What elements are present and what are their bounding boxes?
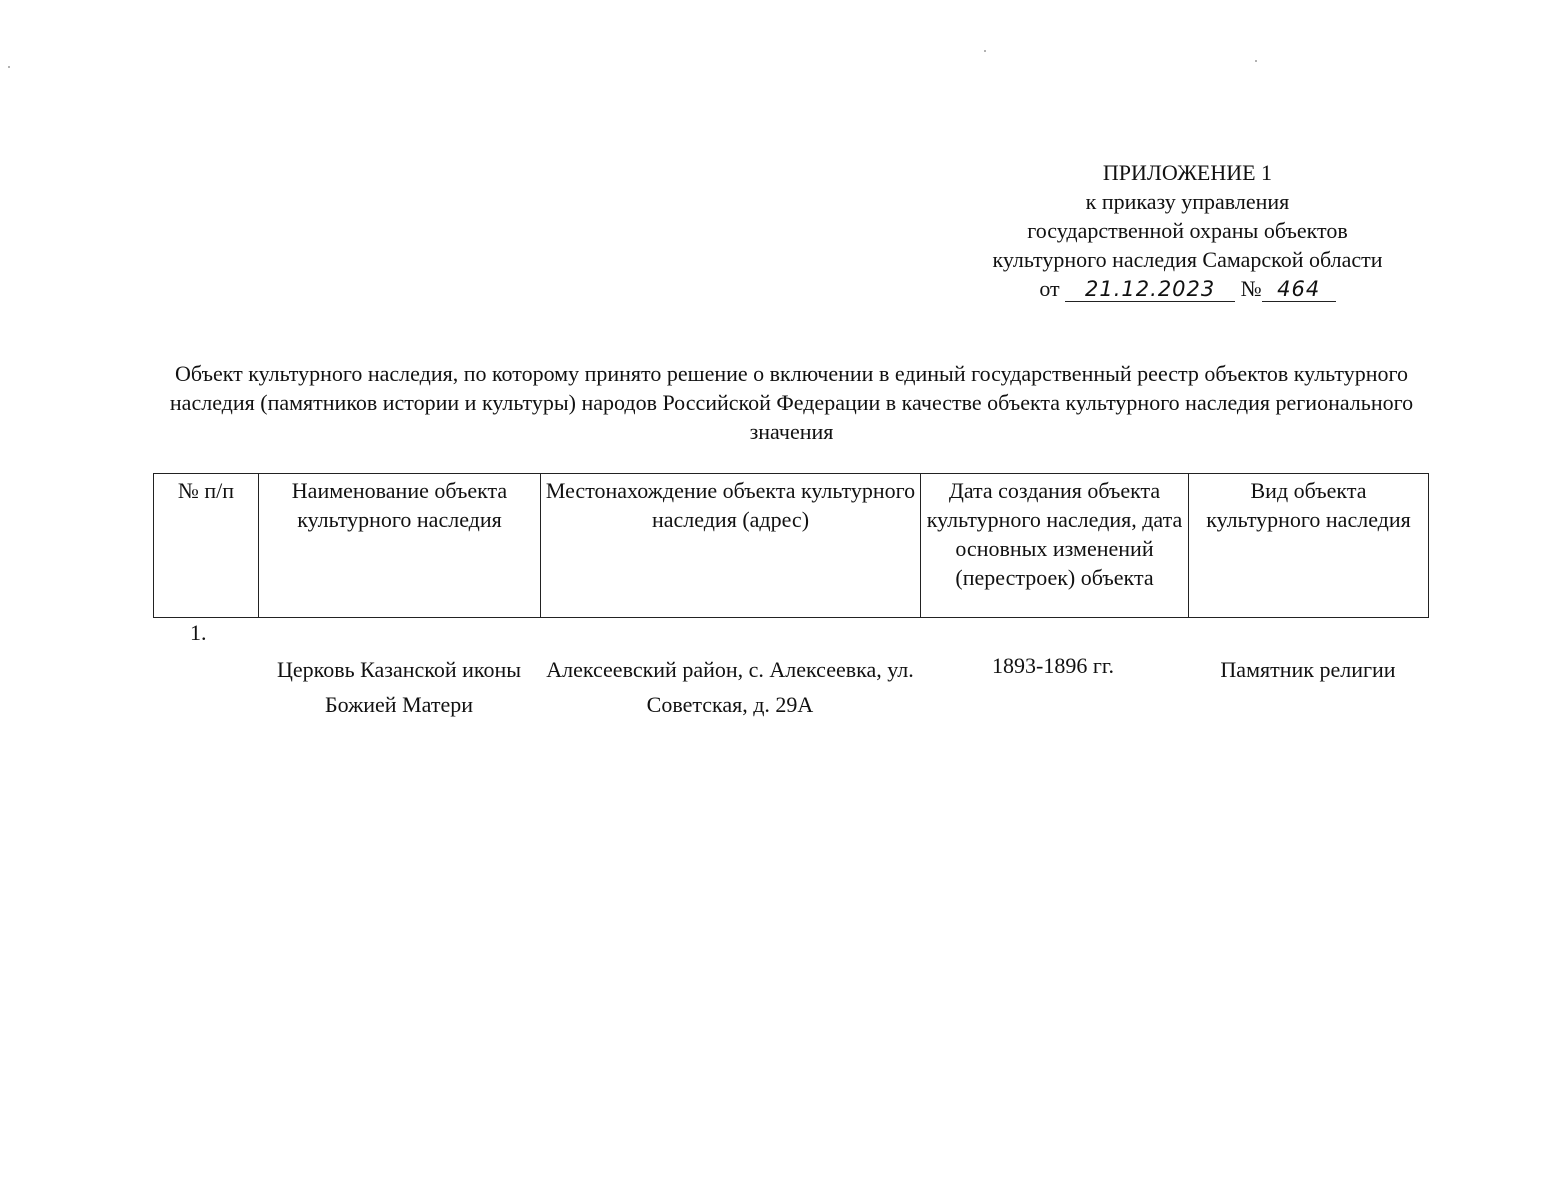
scan-speck — [8, 66, 10, 68]
row-number: 1. — [190, 620, 207, 645]
scan-speck — [984, 50, 986, 52]
handwritten-number: 464 — [1262, 277, 1336, 302]
date-prefix: от — [1039, 276, 1060, 301]
header-name: Наименование объекта культурного наследия — [259, 474, 541, 618]
scan-speck — [1255, 60, 1257, 62]
document-title: Объект культурного наследия, по которому принято решение о включении в единый государственный реестр объектов культурного наследия (памятников истории и культуры) народов Российской Федерации в качестве объекта культурного наследия регионального значения — [169, 361, 1414, 444]
object-date: 1893-1896 гг. — [992, 653, 1114, 678]
annex-heading: ПРИЛОЖЕНИЕ 1 — [1102, 160, 1273, 185]
annex-line: государственной охраны объектов — [1027, 218, 1348, 243]
annex-line: к приказу управления — [1085, 189, 1290, 214]
header-number: № п/п — [154, 474, 259, 618]
object-type: Памятник религии — [1220, 657, 1396, 682]
table-header-row — [154, 474, 1429, 618]
heritage-table-header — [153, 473, 1429, 618]
object-name: Церковь Казанской иконы Божией Матери — [276, 657, 522, 717]
annex-block — [950, 158, 1425, 303]
order-reference — [950, 274, 1425, 303]
number-prefix: № — [1240, 276, 1262, 301]
handwritten-date: 21.12.2023 — [1065, 277, 1235, 302]
object-address: Алексеевский район, с. Алексеевка, ул. Советская, д. 29А — [546, 657, 914, 717]
annex-line: культурного наследия Самарской области — [992, 247, 1383, 272]
header-address: Местонахождение объекта культурного наследия (адрес) — [541, 474, 921, 618]
header-type: Вид объекта культурного наследия — [1189, 474, 1429, 618]
header-date: Дата создания объекта культурного наследия, дата основных изменений (перестроек) объекта — [921, 474, 1189, 618]
